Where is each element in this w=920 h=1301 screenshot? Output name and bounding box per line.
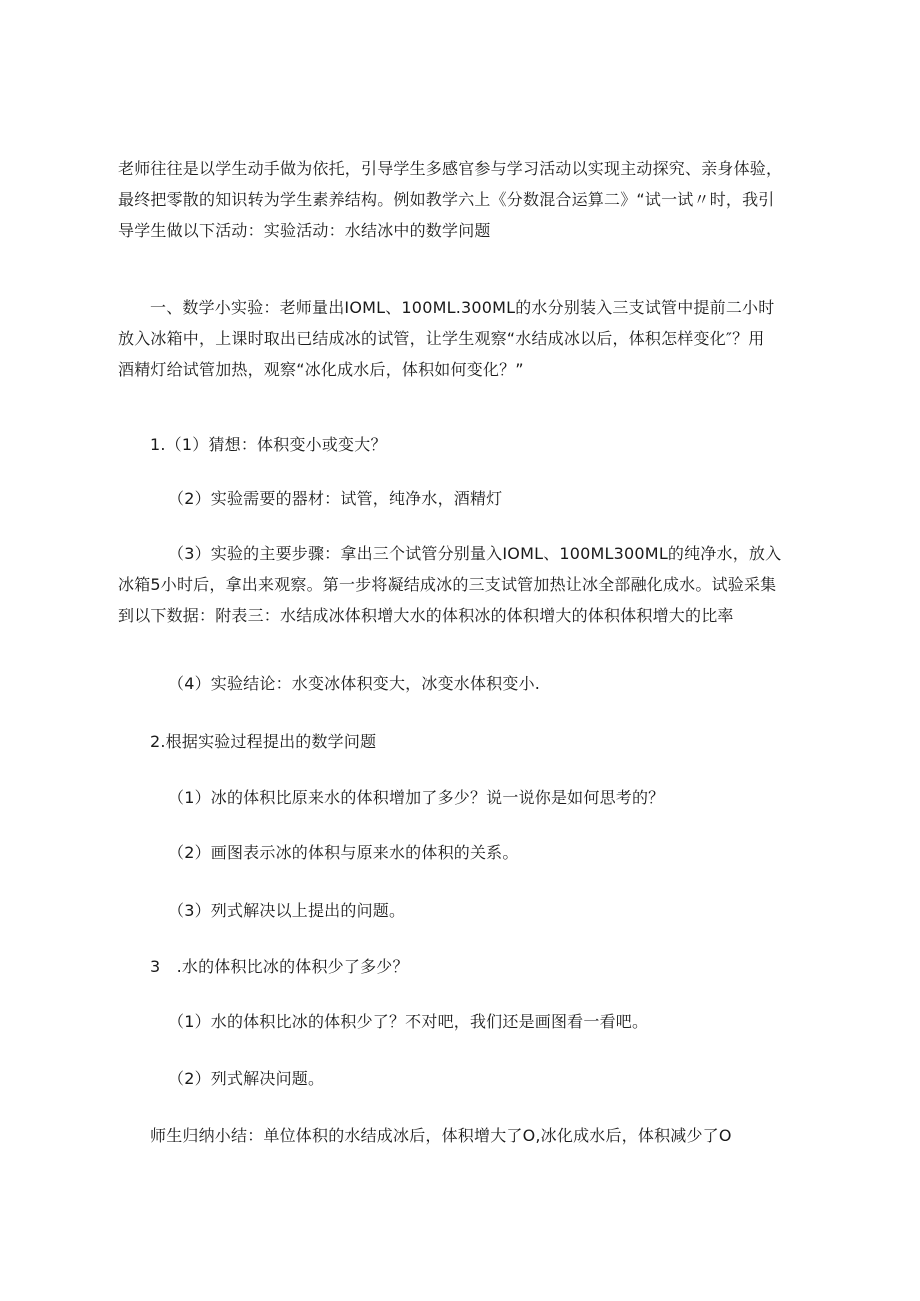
intro-line-3: 导学生做以下活动：实验活动：水结冰中的数学问题	[118, 221, 491, 240]
item-3-question-2	[168, 1063, 324, 1094]
section-1-line-1: 一、数学小实验：老师量出IOML、100ML.300ML的水分别装入三支试管中提前二小时	[150, 298, 775, 317]
item-1-question-4	[168, 668, 540, 699]
item-1-question-2-text: （2）实验需要的器材：试管，纯净水，酒精灯	[168, 489, 503, 508]
item-2-title	[150, 726, 376, 757]
item-2-question-1-text: （1）冰的体积比原来水的体积增加了多少？说一说你是如何思考的？	[168, 788, 665, 807]
item-3-question-1-text: （1）水的体积比冰的体积少了？不对吧，我们还是画图看一看吧。	[168, 1012, 649, 1031]
intro-paragraph	[118, 153, 782, 246]
item-1-question-2	[168, 483, 502, 514]
item-1-question-1	[150, 429, 387, 460]
item-2-title-text: 2.根据实验过程提出的数学问题	[150, 732, 377, 751]
item-2-question-3-text: （3）列式解决以上提出的问题。	[168, 901, 406, 920]
item-2-question-3	[168, 895, 405, 926]
summary-text: 师生归纳小结：单位体积的水结成冰后，体积增大了O,冰化成水后，体积减少了O	[150, 1126, 732, 1145]
item-1-question-1-text: 1.（1）猜想：体积变小或变大？	[150, 435, 387, 454]
item-1-question-3-line-1: （3）实验的主要步骤：拿出三个试管分别量入IOML、100ML300ML的纯净水，放入	[168, 544, 782, 563]
item-3-title-text: 3 .水的体积比冰的体积少了多少？	[150, 957, 409, 976]
item-1-question-4-text: （4）实验结论：水变冰体积变大，冰变水体积变小.	[168, 674, 541, 693]
item-2-question-2	[168, 837, 519, 868]
item-1-question-3-line-2: 冰箱5小时后，拿出来观察。第一步将凝结成冰的三支试管加热让冰全部融化成水。试验采集	[118, 575, 777, 594]
item-3-title	[150, 951, 409, 982]
item-2-question-2-text: （2）画图表示冰的体积与原来水的体积的关系。	[168, 843, 519, 862]
section-1-line-3: 酒精灯给试管加热，观察“冰化成水后，体积如何变化？”	[118, 360, 524, 379]
item-3-question-2-text: （2）列式解决问题。	[168, 1069, 325, 1088]
intro-line-1: 老师往往是以学生动手做为依托，引导学生多感官参与学习活动以实现主动探究、亲身体验，	[118, 159, 783, 178]
section-1-paragraph	[118, 292, 774, 385]
item-3-question-1	[168, 1006, 648, 1037]
item-1-question-3	[118, 538, 781, 631]
intro-line-2: 最终把零散的知识转为学生素养结构。例如教学六上《分数混合运算二》“试一试〃时，我引	[118, 190, 775, 209]
item-2-question-1	[168, 782, 664, 813]
item-1-question-3-line-3: 到以下数据：附表三：水结成冰体积增大水的体积冰的体积增大的体积体积增大的比率	[118, 606, 734, 625]
summary-paragraph	[150, 1120, 732, 1151]
section-1-line-2: 放入冰箱中，上课时取出已结成冰的试管，让学生观察“水结成冰以后，体积怎样变化″？用	[118, 329, 765, 348]
